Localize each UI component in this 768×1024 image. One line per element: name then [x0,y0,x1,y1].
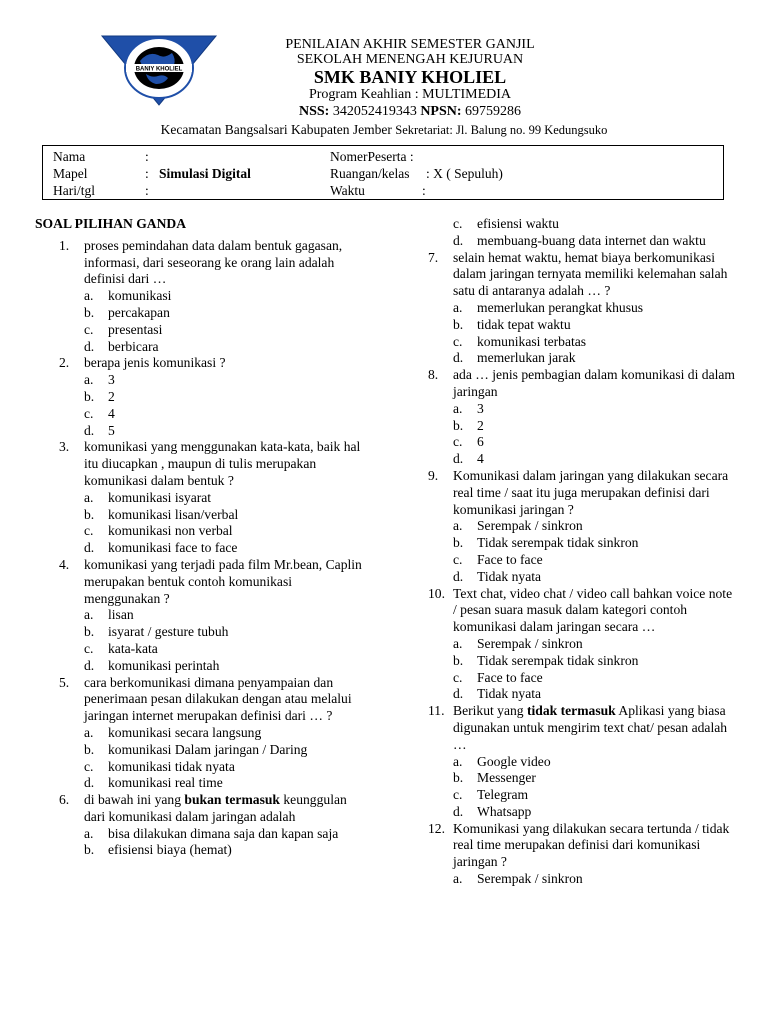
question-item [59,355,365,372]
option-text: bisa dilakukan dimana saja dan kapan saja [108,825,339,841]
option-letter: b. [453,770,464,786]
option-letter: c. [84,523,94,539]
option-letter: d. [84,422,95,438]
answer-option [428,216,738,233]
answer-option [428,434,738,451]
question-number: 6. [59,792,70,808]
option-text: 4 [108,405,115,421]
answer-option [59,372,365,389]
option-text: Telegram [477,787,529,803]
answer-option [59,775,365,792]
option-text: Tidak nyata [477,568,542,584]
question-text: ada … jenis pembagian dalam komunikasi di dalam jaringan [453,367,735,399]
option-text: 2 [477,417,484,433]
mapel-label: Mapel [53,166,88,181]
answer-option [59,305,365,322]
option-text: Messenger [477,770,536,786]
option-letter: c. [84,640,94,656]
answer-option [59,339,365,356]
option-letter: d. [84,775,95,791]
question-number: 9. [428,467,439,483]
option-text: komunikasi perintah [108,657,220,673]
option-text: 3 [108,372,115,388]
option-text: berbicara [108,338,159,354]
svg-text:BANIY KHOLIEL: BANIY KHOLIEL [135,66,183,73]
mapel-colon: : [145,166,149,181]
option-text: komunikasi lisan/verbal [108,506,239,522]
answer-option [59,288,365,305]
option-text: komunikasi [108,288,172,304]
option-text: kata-kata [108,640,158,656]
question-text: Komunikasi yang dilakukan secara tertunda / tidak real time merupakan definisi dari komunikasi jaringan ? [453,820,730,870]
option-text: komunikasi Dalam jaringan / Daring [108,741,308,757]
answer-option [428,770,738,787]
question-number: 3. [59,439,70,455]
question-emphasis: tidak termasuk [527,703,616,719]
question-number: 10. [428,585,445,601]
option-letter: d. [453,803,464,819]
question-number: 1. [59,237,70,253]
option-letter: b. [84,624,95,640]
question-text: Berikut yang tidak termasuk Aplikasi yang biasa digunakan untuk mengirim text chat/ pesan adalah … [453,703,728,752]
question-text: selain hemat waktu, hemat biaya berkomunikasi dalam jaringan ternyata memiliki kelemahan salah satu di antaranya adalah … ? [453,249,728,299]
option-text: Serempak / sinkron [477,635,583,651]
answer-option [59,423,365,440]
answer-option [428,670,738,687]
answer-option [428,871,738,888]
question-number: 4. [59,556,70,572]
option-letter: d. [453,568,464,584]
student-info-box [42,145,724,200]
option-letter: c. [453,787,463,803]
answer-option [428,233,738,250]
option-letter: a. [84,489,94,505]
nama-label: Nama [53,149,86,164]
answer-option [428,418,738,435]
answer-option [428,518,738,535]
option-letter: d. [84,657,95,673]
question-item [428,468,738,518]
question-emphasis: bukan termasuk [184,792,280,808]
question-number: 5. [59,674,70,690]
option-text: percakapan [108,304,170,320]
answer-option [428,754,738,771]
option-text: Tidak serempak tidak sinkron [477,535,639,551]
answer-option [59,725,365,742]
option-text: Face to face [477,551,543,567]
left-question-list [35,238,365,859]
question-text: berapa jenis komunikasi ? [84,355,226,371]
answer-option [59,507,365,524]
question-item [59,439,365,489]
section-title: SOAL PILIHAN GANDA [35,216,187,231]
question-item [428,367,738,401]
option-letter: d. [84,540,95,556]
option-letter: b. [84,842,95,858]
answer-option [59,641,365,658]
option-text: memerlukan perangkat khusus [477,299,644,315]
option-letter: a. [453,753,463,769]
answer-option [59,826,365,843]
option-text: komunikasi face to face [108,540,238,556]
answer-option [59,742,365,759]
answer-option [428,401,738,418]
option-letter: a. [84,288,94,304]
option-letter: a. [453,518,463,534]
answer-option [59,624,365,641]
address-line [0,122,768,138]
option-letter: b. [84,741,95,757]
option-letter: c. [84,758,94,774]
option-letter: b. [84,388,95,404]
question-item [428,586,738,636]
option-text: komunikasi tidak nyata [108,758,235,774]
option-letter: c. [453,669,463,685]
answer-option [428,535,738,552]
option-text: 5 [108,422,115,438]
nss-npsn-line [90,104,730,120]
question-item [428,703,738,753]
answer-option [428,569,738,586]
question-number: 8. [428,367,439,383]
program-label: Program Keahlian : [308,87,419,102]
ruangan-label: Ruangan/kelas [330,166,410,181]
option-text: 4 [477,451,484,467]
option-text: efisiensi biaya (hemat) [108,842,232,858]
option-letter: c. [84,405,94,421]
option-letter: a. [84,372,94,388]
program-value: MULTIMEDIA [422,87,512,102]
exam-title: PENILAIAN AKHIR SEMESTER GANJIL [285,37,535,52]
option-text: efisiensi waktu [477,216,559,231]
answer-option [59,389,365,406]
question-text: komunikasi yang terjadi pada film Mr.bean, Caplin merupakan bentuk contoh komunikasi menggunakan ? [84,556,362,606]
option-letter: b. [453,652,464,668]
question-text: Text chat, video chat / video call bahkan voice note / pesan suara masuk dalam kategori contoh komunikasi dalam jaringan secara … [453,585,733,635]
option-letter: d. [453,686,464,702]
option-letter: c. [453,551,463,567]
nama-colon: : [145,149,149,164]
question-item [59,557,365,607]
question-text: komunikasi yang menggunakan kata-kata, baik hal itu diucapkan , maupun di tulis merupakan komunikasi dalam bentuk ? [84,439,361,488]
ruangan-value: : X ( Sepuluh) [426,166,503,181]
address-main: Kecamatan Bangsalsari Kabupaten Jember [160,122,396,137]
option-letter: d. [453,350,464,366]
waktu-label: Waktu [330,183,365,198]
npsn-value: 69759286 [465,104,522,119]
option-text: Google video [477,753,551,769]
answer-option [59,406,365,423]
option-text: Serempak / sinkron [477,871,583,887]
nomer-peserta-label: NomerPeserta : [330,149,414,164]
option-text: membuang-buang data internet dan waktu [477,232,706,248]
answer-option [428,636,738,653]
question-text: Komunikasi dalam jaringan yang dilakukan secara real time / saat itu juga merupakan definisi dari komunikasi jaringan ? [453,467,729,517]
answer-option [59,322,365,339]
option-letter: b. [453,316,464,332]
answer-option [428,317,738,334]
option-letter: a. [453,635,463,651]
answer-option [428,300,738,317]
answer-option [428,686,738,703]
option-text: 2 [108,388,115,404]
nss-value: 342052419343 [332,104,417,119]
option-letter: d. [84,338,95,354]
option-text: tidak tepat waktu [477,316,571,332]
question-number: 11. [428,703,445,719]
option-text: komunikasi secara langsung [108,724,262,740]
option-text: Tidak nyata [477,686,542,702]
option-letter: b. [84,304,95,320]
option-letter: a. [84,825,94,841]
answer-option [428,451,738,468]
option-letter: b. [84,506,95,522]
program-line [90,87,730,103]
option-text: komunikasi real time [108,775,223,791]
option-letter: c. [453,216,463,231]
option-letter: d. [453,451,464,467]
option-text: 6 [477,434,484,450]
question-item [59,675,365,725]
answer-option [59,523,365,540]
option-text: Serempak / sinkron [477,518,583,534]
option-text: komunikasi non verbal [108,523,233,539]
question-number: 7. [428,249,439,265]
option-text: 3 [477,400,484,416]
answer-option [428,804,738,821]
answer-option [59,842,365,859]
option-text: komunikasi terbatas [477,333,587,349]
answer-option [59,607,365,624]
option-letter: c. [453,333,463,349]
option-text: Face to face [477,669,543,685]
question-number: 12. [428,820,445,836]
question-item [59,238,365,288]
option-letter: c. [453,434,463,450]
answer-option [59,658,365,675]
answer-option [428,552,738,569]
option-text: presentasi [108,321,163,337]
option-letter: a. [84,607,94,623]
option-text: isyarat / gesture tubuh [108,624,229,640]
question-item [59,792,365,826]
npsn-label: NPSN: [420,104,462,119]
option-letter: a. [453,871,463,887]
question-text: di bawah ini yang bukan termasuk keunggulan dari komunikasi dalam jaringan adalah [84,792,347,824]
question-number: 2. [59,355,70,371]
option-letter: b. [453,535,464,551]
answer-option [428,787,738,804]
left-column [35,216,365,859]
address-secretariat: Sekretariat: Jl. Balung no. 99 Kedungsuko [395,123,608,137]
question-text: cara berkomunikasi dimana penyampaian dan penerimaan pesan dilakukan dengan atau melalui jaringan internet merupakan definisi dari … ? [84,674,352,724]
option-text: Whatsapp [477,803,532,819]
option-letter: c. [84,321,94,337]
option-text: Tidak serempak tidak sinkron [477,652,639,668]
haritgl-label: Hari/tgl [53,183,95,198]
option-text: memerlukan jarak [477,350,576,366]
right-question-list [428,250,738,888]
haritgl-colon: : [145,183,149,198]
question-item [428,250,738,300]
school-type: SEKOLAH MENENGAH KEJURUAN [296,52,524,67]
option-letter: a. [84,724,94,740]
answer-option [59,759,365,776]
school-name: SMK BANIY KHOLIEL [313,67,507,87]
question-text: proses pemindahan data dalam bentuk gagasan, informasi, dari seseorang ke orang lain adalah definisi dari … [84,237,343,287]
answer-option [428,350,738,367]
waktu-colon: : [422,183,426,198]
option-text: lisan [108,607,134,623]
mapel-value: Simulasi Digital [159,166,251,181]
option-letter: a. [453,400,463,416]
continued-options [428,216,738,250]
option-letter: a. [453,299,463,315]
answer-option [428,334,738,351]
answer-option [428,653,738,670]
option-letter: d. [453,232,464,248]
answer-option [59,540,365,557]
nss-label: NSS: [298,104,330,119]
right-column [428,216,738,888]
option-letter: b. [453,417,464,433]
answer-option [59,490,365,507]
option-text: komunikasi isyarat [108,489,212,505]
question-item [428,821,738,871]
